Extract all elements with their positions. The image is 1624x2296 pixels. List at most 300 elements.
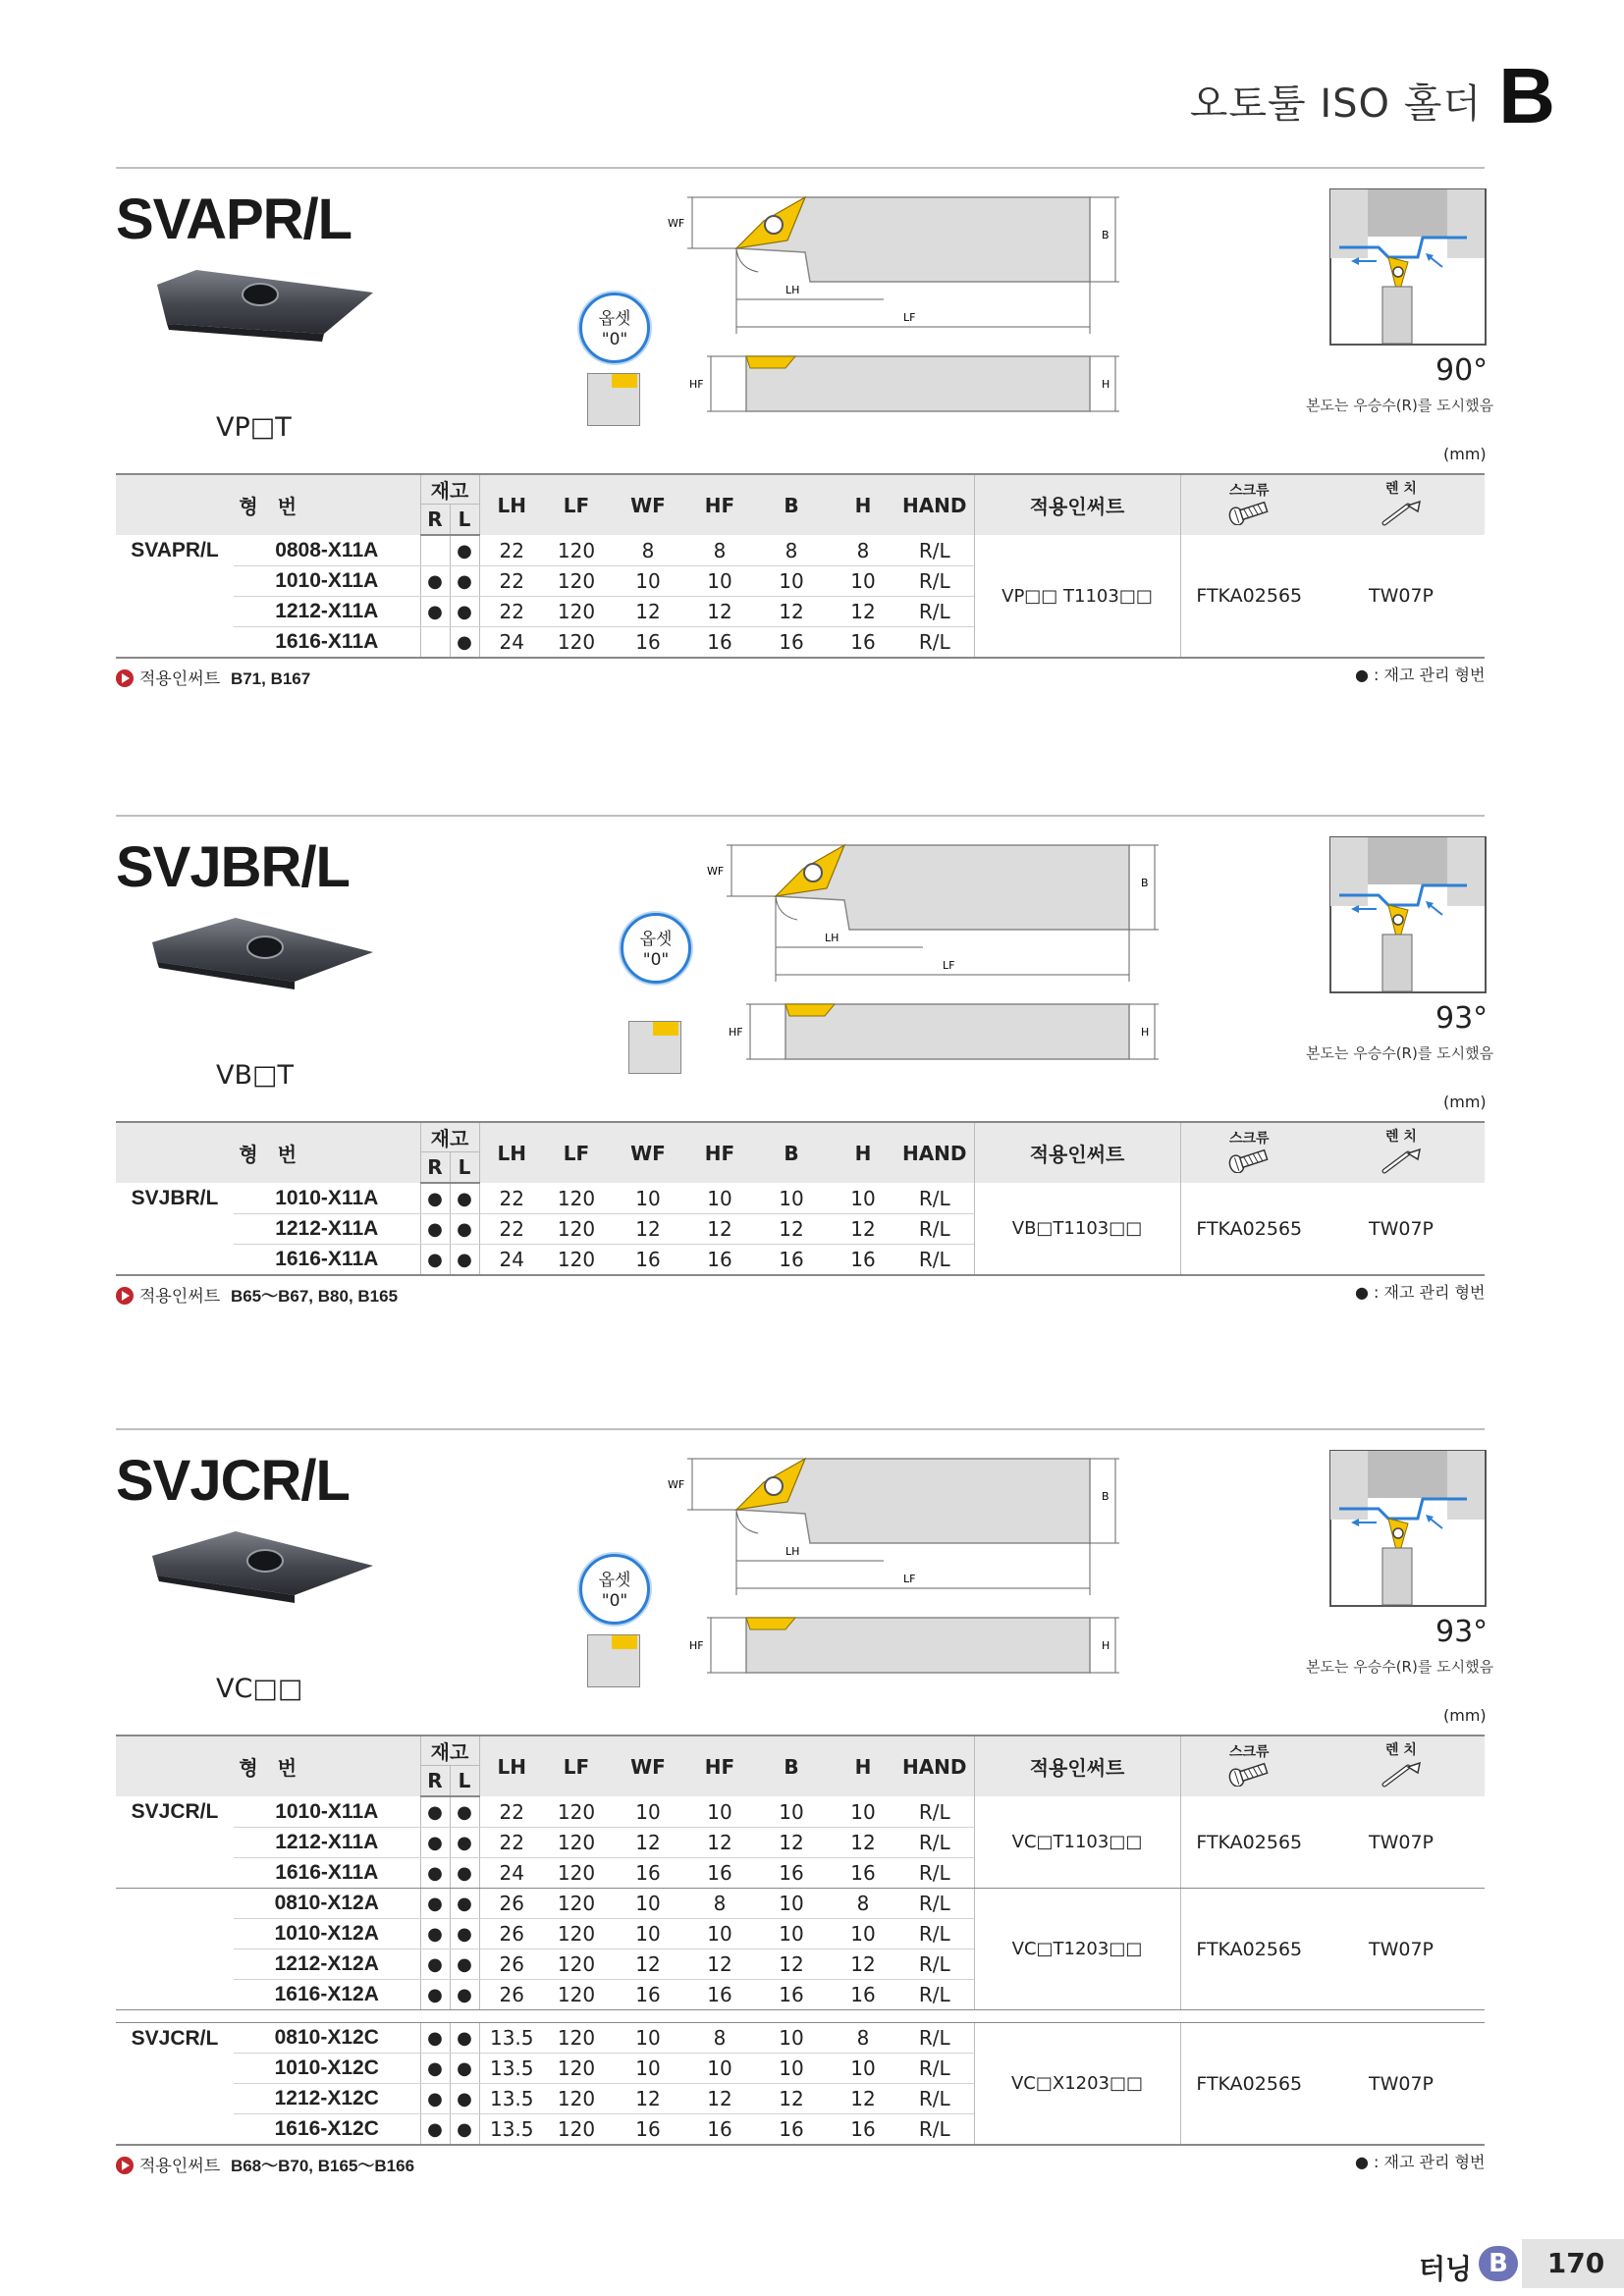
approach-angle: 93° — [1435, 1615, 1489, 1649]
model-number: 1212-X12A — [234, 1949, 420, 1980]
stock-legend: ● : 재고 관리 형번 — [1355, 666, 1486, 684]
wrench-code: TW07P — [1318, 1889, 1485, 2010]
cell-lh: 22 — [479, 1796, 544, 1828]
cell-lf: 120 — [544, 1919, 609, 1949]
stock-l: ● — [450, 627, 479, 659]
cell-lf: 120 — [544, 1858, 609, 1889]
cell-hand: R/L — [895, 1796, 974, 1828]
insert-code: VC□T1203□□ — [974, 1889, 1180, 2010]
insert-type-label: VC□□ — [216, 1674, 303, 1704]
stock-r: ● — [420, 566, 450, 597]
cell-wf: 8 — [609, 535, 687, 566]
screw-icon — [1181, 1148, 1319, 1178]
cell-lf: 120 — [544, 2054, 609, 2084]
col-stock-r-header: R — [420, 1152, 450, 1184]
model-number: 1010-X11A — [234, 566, 420, 597]
cell-wf: 16 — [609, 1980, 687, 2010]
cell-h: 16 — [831, 1980, 895, 2010]
model-number: 0808-X11A — [234, 535, 420, 566]
cell-hand: R/L — [895, 1214, 974, 1245]
cell-lh: 13.5 — [479, 2023, 544, 2054]
offset-value: "0" — [601, 1591, 628, 1611]
cell-lh: 22 — [479, 1828, 544, 1858]
insert-seat-marker — [653, 1022, 678, 1036]
footer-section-badge: B — [1479, 2246, 1518, 2281]
offset-zero-badge — [579, 293, 650, 363]
wrench-code: TW07P — [1318, 535, 1485, 658]
insert-code: VC□T1103□□ — [974, 1796, 1180, 1889]
col-screw-header — [1180, 474, 1318, 535]
cell-hand: R/L — [895, 1949, 974, 1980]
series-name: SVJCR/L — [116, 2023, 234, 2146]
spec-table — [116, 1735, 1485, 2146]
cell-lh: 22 — [479, 535, 544, 566]
stock-l: ● — [450, 2054, 479, 2084]
model-number: 1010-X12A — [234, 1919, 420, 1949]
applicable-insert-ref — [116, 2152, 414, 2176]
table-row — [116, 1796, 1485, 1828]
col-screw-header — [1180, 1122, 1318, 1183]
series-name — [116, 1889, 234, 2010]
cell-wf: 12 — [609, 2084, 687, 2114]
cell-h: 12 — [831, 1214, 895, 1245]
stock-l: ● — [450, 1828, 479, 1858]
model-number: 0810-X12A — [234, 1889, 420, 1919]
offset-value: "0" — [601, 330, 628, 349]
cell-b: 10 — [752, 1183, 831, 1214]
wrench-icon — [1318, 498, 1485, 532]
cell-lh: 22 — [479, 1183, 544, 1214]
cell-hand: R/L — [895, 627, 974, 659]
dim-lf-label: LF — [903, 311, 916, 324]
cell-lh: 22 — [479, 1214, 544, 1245]
cell-b: 12 — [752, 1828, 831, 1858]
dim-lh-label: LH — [825, 932, 839, 944]
cell-lh: 24 — [479, 1858, 544, 1889]
cell-lf: 120 — [544, 627, 609, 659]
offset-label: 옵셋 — [598, 1571, 631, 1590]
cell-lf: 120 — [544, 2084, 609, 2114]
col-stock-header: 재고 — [420, 474, 479, 505]
cell-wf: 10 — [609, 1796, 687, 1828]
stock-l: ● — [450, 566, 479, 597]
dim-h-label: H — [1141, 1026, 1150, 1039]
stock-l: ● — [450, 535, 479, 566]
stock-l: ● — [450, 597, 479, 627]
col-h-header: H — [831, 1122, 895, 1183]
stock-r: ● — [420, 2084, 450, 2114]
cell-b: 12 — [752, 1949, 831, 1980]
col-lh-header: LH — [479, 1735, 544, 1796]
cell-lf: 120 — [544, 1214, 609, 1245]
cell-hf: 12 — [687, 1214, 752, 1245]
cell-b: 12 — [752, 1214, 831, 1245]
model-number: 1616-X12C — [234, 2114, 420, 2146]
wrench-code: TW07P — [1318, 1796, 1485, 1889]
cell-lh: 26 — [479, 1919, 544, 1949]
col-lf-header: LF — [544, 1735, 609, 1796]
product-title: SVAPR/L — [116, 187, 352, 251]
dim-hf-label: HF — [729, 1026, 743, 1039]
screw-code: FTKA02565 — [1180, 2023, 1318, 2146]
offset-zero-badge — [579, 1554, 650, 1625]
cell-hf: 10 — [687, 566, 752, 597]
stock-r: ● — [420, 1919, 450, 1949]
model-number: 1212-X11A — [234, 597, 420, 627]
cell-wf: 12 — [609, 1214, 687, 1245]
cell-h: 10 — [831, 2054, 895, 2084]
insert-code: VB□T1103□□ — [974, 1183, 1180, 1275]
cell-lf: 120 — [544, 1796, 609, 1828]
screw-icon — [1181, 1761, 1319, 1791]
right-hand-note: 본도는 우승수(R)를 도시했음 — [1306, 1658, 1494, 1676]
ref-label: 적용인써트 — [139, 669, 221, 689]
cell-h: 10 — [831, 1796, 895, 1828]
header-section-letter: B — [1498, 52, 1555, 139]
machining-diagram — [1329, 188, 1487, 349]
col-h-header: H — [831, 1735, 895, 1796]
col-b-header: B — [752, 1122, 831, 1183]
cell-b: 10 — [752, 2023, 831, 2054]
stock-l: ● — [450, 1919, 479, 1949]
model-number: 1010-X11A — [234, 1796, 420, 1828]
col-hand-header: HAND — [895, 474, 974, 535]
col-screw-header — [1180, 1735, 1318, 1796]
dim-wf-label: WF — [668, 217, 685, 230]
cell-lf: 120 — [544, 597, 609, 627]
cell-wf: 16 — [609, 627, 687, 659]
cell-lf: 120 — [544, 1889, 609, 1919]
model-number: 1616-X11A — [234, 1858, 420, 1889]
col-stock-header: 재고 — [420, 1735, 479, 1766]
cell-lf: 120 — [544, 535, 609, 566]
screw-code: FTKA02565 — [1180, 1796, 1318, 1889]
machining-diagram — [1329, 1450, 1487, 1611]
cell-hand: R/L — [895, 2023, 974, 2054]
dim-lf-label: LF — [903, 1573, 916, 1585]
cell-hand: R/L — [895, 1183, 974, 1214]
cell-wf: 12 — [609, 1949, 687, 1980]
stock-l: ● — [450, 2023, 479, 2054]
cell-hand: R/L — [895, 535, 974, 566]
cell-h: 16 — [831, 627, 895, 659]
col-h-header: H — [831, 474, 895, 535]
stock-r: ● — [420, 1796, 450, 1828]
cell-hf: 16 — [687, 1858, 752, 1889]
cell-hand: R/L — [895, 1828, 974, 1858]
cell-lh: 13.5 — [479, 2084, 544, 2114]
ref-label: 적용인써트 — [139, 2157, 221, 2176]
col-hf-header: HF — [687, 474, 752, 535]
cell-h: 12 — [831, 597, 895, 627]
stock-l: ● — [450, 1980, 479, 2010]
cell-lh: 13.5 — [479, 2054, 544, 2084]
cell-h: 10 — [831, 1183, 895, 1214]
offset-label: 옵셋 — [598, 309, 631, 329]
col-wrench-header — [1318, 474, 1485, 535]
cell-b: 10 — [752, 1796, 831, 1828]
group-spacer — [116, 2010, 1485, 2023]
cell-b: 12 — [752, 2084, 831, 2114]
insert-type-label: VP□T — [216, 412, 292, 443]
col-model-header: 형 번 — [116, 1735, 420, 1796]
cell-hand: R/L — [895, 1919, 974, 1949]
cell-b: 10 — [752, 2054, 831, 2084]
screw-header-label: 스크류 — [1228, 1744, 1270, 1760]
stock-r: ● — [420, 1183, 450, 1214]
spec-table — [116, 473, 1485, 659]
insert-image — [147, 1526, 383, 1619]
dim-b-label: B — [1102, 1490, 1110, 1503]
cell-wf: 10 — [609, 1889, 687, 1919]
unit-label: (mm) — [1443, 1093, 1487, 1111]
col-wf-header: WF — [609, 1122, 687, 1183]
series-name: SVJCR/L — [116, 1796, 234, 1889]
insert-image — [147, 913, 383, 1005]
holder-dimension-drawing — [648, 1453, 1198, 1712]
dim-lh-label: LH — [785, 1545, 800, 1558]
col-lh-header: LH — [479, 474, 544, 535]
dim-b-label: B — [1102, 229, 1110, 241]
cell-hf: 16 — [687, 2114, 752, 2146]
cell-hand: R/L — [895, 2114, 974, 2146]
insert-image — [147, 265, 383, 357]
stock-l: ● — [450, 1949, 479, 1980]
cell-h: 12 — [831, 2084, 895, 2114]
cell-wf: 12 — [609, 597, 687, 627]
dim-lf-label: LF — [943, 959, 955, 972]
unit-label: (mm) — [1443, 445, 1487, 463]
cell-b: 10 — [752, 1889, 831, 1919]
cell-lh: 26 — [479, 1889, 544, 1919]
cell-hf: 8 — [687, 535, 752, 566]
cell-lf: 120 — [544, 1949, 609, 1980]
cell-lf: 120 — [544, 1980, 609, 2010]
screw-code: FTKA02565 — [1180, 1889, 1318, 2010]
applicable-insert-ref — [116, 1282, 398, 1307]
wrench-header-label: 렌 치 — [1385, 481, 1417, 497]
section-divider — [116, 167, 1485, 169]
cell-hand: R/L — [895, 1858, 974, 1889]
applicable-insert-ref — [116, 665, 310, 689]
machining-diagram — [1329, 836, 1487, 997]
cell-b: 16 — [752, 1980, 831, 2010]
col-b-header: B — [752, 1735, 831, 1796]
ref-pages: B68～B70, B165～B166 — [230, 2157, 415, 2175]
cell-hf: 16 — [687, 627, 752, 659]
holder-end-section — [587, 1634, 640, 1687]
cell-lh: 24 — [479, 627, 544, 659]
series-name: SVJBR/L — [116, 1183, 234, 1275]
cell-b: 16 — [752, 1245, 831, 1276]
cell-hand: R/L — [895, 2084, 974, 2114]
dim-wf-label: WF — [707, 865, 725, 878]
stock-l: ● — [450, 1214, 479, 1245]
cell-lf: 120 — [544, 2114, 609, 2146]
model-number: 1010-X12C — [234, 2054, 420, 2084]
stock-l: ● — [450, 2114, 479, 2146]
wrench-header-label: 렌 치 — [1385, 1742, 1417, 1758]
cell-hand: R/L — [895, 1889, 974, 1919]
dim-b-label: B — [1141, 877, 1149, 889]
model-number: 1616-X11A — [234, 627, 420, 659]
wrench-header-label: 렌 치 — [1385, 1129, 1417, 1145]
stock-r: ● — [420, 1245, 450, 1276]
cell-hf: 12 — [687, 1949, 752, 1980]
cell-wf: 10 — [609, 2054, 687, 2084]
col-lf-header: LF — [544, 474, 609, 535]
insert-seat-marker — [612, 374, 637, 388]
stock-legend: ● : 재고 관리 형번 — [1355, 2153, 1486, 2171]
stock-r: ● — [420, 1949, 450, 1980]
cell-wf: 10 — [609, 1183, 687, 1214]
arrow-right-icon — [116, 1287, 134, 1305]
cell-lf: 120 — [544, 566, 609, 597]
col-stock-r-header: R — [420, 1766, 450, 1797]
col-wrench-header — [1318, 1122, 1485, 1183]
cell-b: 16 — [752, 627, 831, 659]
ref-pages: B71, B167 — [230, 669, 311, 688]
dim-hf-label: HF — [689, 378, 704, 391]
cell-wf: 12 — [609, 1828, 687, 1858]
cell-wf: 10 — [609, 1919, 687, 1949]
footer-label: 터닝 — [1419, 2253, 1473, 2285]
stock-r: ● — [420, 1980, 450, 2010]
stock-r: ● — [420, 597, 450, 627]
model-number: 1212-X11A — [234, 1214, 420, 1245]
col-hand-header: HAND — [895, 1735, 974, 1796]
stock-l: ● — [450, 2084, 479, 2114]
cell-b: 16 — [752, 2114, 831, 2146]
col-wf-header: WF — [609, 1735, 687, 1796]
model-number: 1010-X11A — [234, 1183, 420, 1214]
product-title: SVJBR/L — [116, 835, 350, 899]
cell-lh: 13.5 — [479, 2114, 544, 2146]
insert-seat-marker — [612, 1635, 637, 1649]
table-row — [116, 1183, 1485, 1214]
cell-wf: 16 — [609, 2114, 687, 2146]
cell-h: 10 — [831, 1919, 895, 1949]
col-stock-r-header: R — [420, 505, 450, 536]
cell-h: 12 — [831, 1949, 895, 1980]
offset-zero-badge — [621, 913, 691, 984]
col-wrench-header — [1318, 1735, 1485, 1796]
right-hand-note: 본도는 우승수(R)를 도시했음 — [1306, 397, 1494, 414]
screw-header-label: 스크류 — [1228, 1131, 1270, 1147]
cell-hf: 12 — [687, 2084, 752, 2114]
col-insert-header: 적용인써트 — [974, 1122, 1180, 1183]
product-title: SVJCR/L — [116, 1449, 350, 1513]
cell-hf: 8 — [687, 2023, 752, 2054]
cell-h: 8 — [831, 1889, 895, 1919]
cell-wf: 16 — [609, 1858, 687, 1889]
stock-l: ● — [450, 1889, 479, 1919]
page-number: 170 — [1522, 2239, 1624, 2288]
wrench-code: TW07P — [1318, 2023, 1485, 2146]
cell-lf: 120 — [544, 1183, 609, 1214]
cell-h: 10 — [831, 566, 895, 597]
stock-legend: ● : 재고 관리 형번 — [1355, 1283, 1486, 1302]
cell-lh: 24 — [479, 1245, 544, 1276]
insert-code: VP□□ T1103□□ — [974, 535, 1180, 658]
stock-l: ● — [450, 1858, 479, 1889]
col-lh-header: LH — [479, 1122, 544, 1183]
stock-l: ● — [450, 1183, 479, 1214]
model-number: 1212-X11A — [234, 1828, 420, 1858]
holder-end-section — [587, 373, 640, 426]
stock-l: ● — [450, 1796, 479, 1828]
col-wf-header: WF — [609, 474, 687, 535]
cell-hf: 10 — [687, 1796, 752, 1828]
arrow-right-icon — [116, 669, 134, 687]
col-insert-header: 적용인써트 — [974, 1735, 1180, 1796]
col-hf-header: HF — [687, 1122, 752, 1183]
col-stock-header: 재고 — [420, 1122, 479, 1152]
col-model-header: 형 번 — [116, 474, 420, 535]
wrench-code: TW07P — [1318, 1183, 1485, 1275]
dim-wf-label: WF — [668, 1478, 685, 1491]
stock-r: ● — [420, 1214, 450, 1245]
cell-lh: 26 — [479, 1949, 544, 1980]
cell-hand: R/L — [895, 1245, 974, 1276]
model-number: 1212-X12C — [234, 2084, 420, 2114]
col-stock-l-header: L — [450, 1152, 479, 1184]
col-hf-header: HF — [687, 1735, 752, 1796]
cell-wf: 10 — [609, 2023, 687, 2054]
cell-hf: 12 — [687, 597, 752, 627]
cell-h: 8 — [831, 2023, 895, 2054]
cell-h: 8 — [831, 535, 895, 566]
holder-dimension-drawing — [687, 839, 1237, 1098]
cell-hf: 10 — [687, 2054, 752, 2084]
cell-hand: R/L — [895, 597, 974, 627]
series-name: SVAPR/L — [116, 535, 234, 658]
col-model-header: 형 번 — [116, 1122, 420, 1183]
cell-wf: 10 — [609, 566, 687, 597]
model-number: 1616-X12A — [234, 1980, 420, 2010]
stock-r: ● — [420, 2114, 450, 2146]
cell-hand: R/L — [895, 566, 974, 597]
holder-end-section — [628, 1021, 681, 1074]
offset-value: "0" — [642, 950, 670, 970]
approach-angle: 93° — [1435, 1001, 1489, 1036]
stock-r — [420, 627, 450, 659]
section-divider — [116, 1428, 1485, 1430]
ref-label: 적용인써트 — [139, 1287, 221, 1307]
cell-hf: 10 — [687, 1183, 752, 1214]
arrow-right-icon — [116, 2157, 134, 2174]
screw-code: FTKA02565 — [1180, 535, 1318, 658]
cell-lh: 22 — [479, 597, 544, 627]
col-insert-header: 적용인써트 — [974, 474, 1180, 535]
cell-lh: 26 — [479, 1980, 544, 2010]
header-title: 오토툴 ISO 홀더 — [1189, 81, 1482, 127]
stock-r: ● — [420, 1858, 450, 1889]
dim-lh-label: LH — [785, 284, 800, 296]
wrench-icon — [1318, 1759, 1485, 1793]
ref-pages: B65～B67, B80, B165 — [230, 1287, 399, 1306]
section-divider — [116, 815, 1485, 817]
cell-hf: 10 — [687, 1919, 752, 1949]
stock-r: ● — [420, 1889, 450, 1919]
col-lf-header: LF — [544, 1122, 609, 1183]
unit-label: (mm) — [1443, 1706, 1487, 1725]
stock-l: ● — [450, 1245, 479, 1276]
approach-angle: 90° — [1435, 353, 1489, 388]
cell-hand: R/L — [895, 2054, 974, 2084]
cell-hf: 16 — [687, 1980, 752, 2010]
model-number: 0810-X12C — [234, 2023, 420, 2054]
